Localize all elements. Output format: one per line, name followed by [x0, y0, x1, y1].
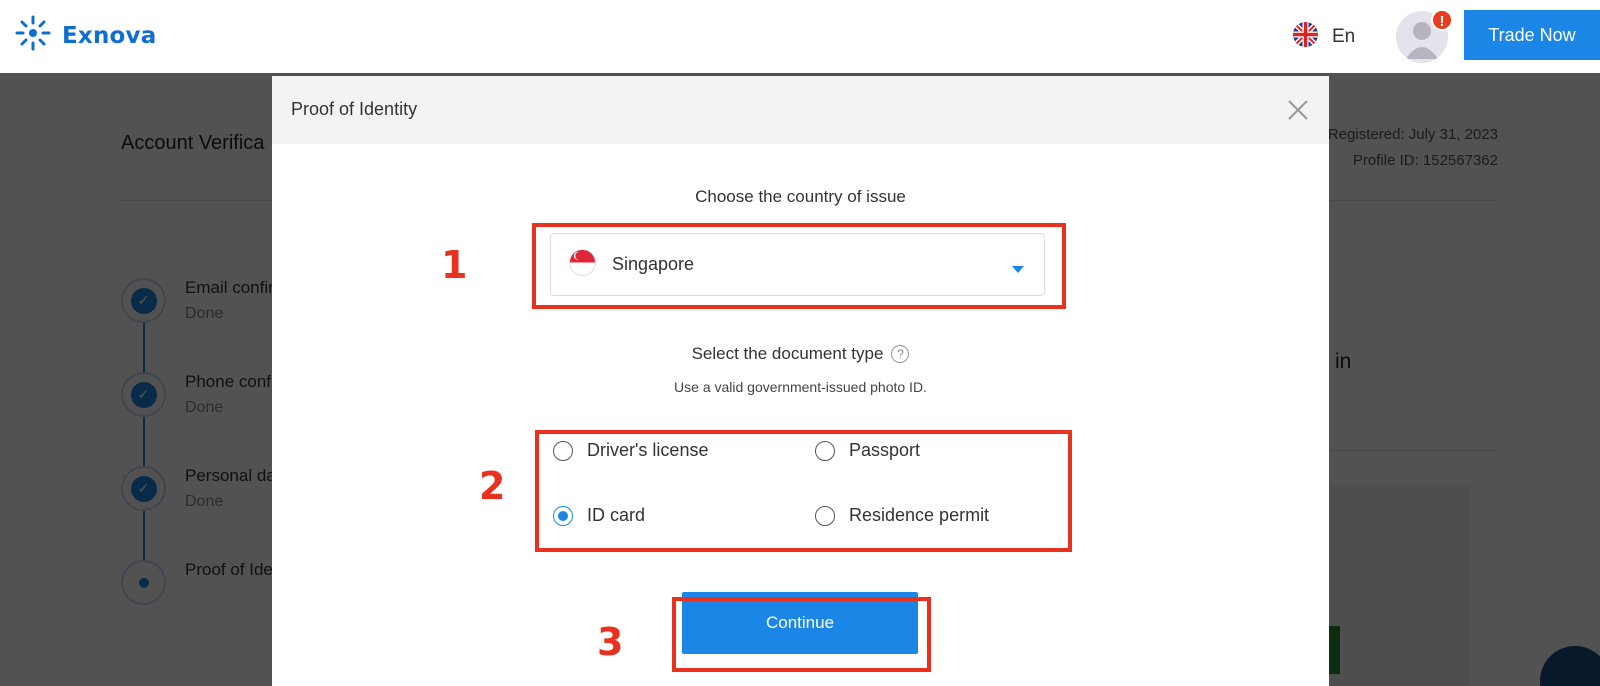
close-icon [1287, 99, 1309, 121]
proof-of-identity-modal [272, 76, 1329, 686]
uk-flag-icon [1293, 22, 1318, 52]
modal-header [272, 76, 1329, 144]
help-icon[interactable]: ? [891, 345, 909, 363]
highlight-box-continue [672, 597, 931, 672]
exnova-logo-icon [14, 14, 52, 57]
brand-logo[interactable] [14, 14, 156, 57]
trade-now-button[interactable]: Trade Now [1464, 10, 1600, 60]
top-header [0, 0, 1600, 73]
annotation-number-3: 3 [597, 620, 624, 664]
document-type-hint: Use a valid government-issued photo ID. [674, 379, 927, 395]
selected-country: Singapore [612, 254, 695, 274]
option-label: Residence permit [849, 505, 990, 525]
close-button[interactable] [1281, 93, 1315, 127]
highlight-box-document [535, 430, 1072, 552]
language-label: En [1332, 26, 1356, 47]
highlight-box-country [532, 223, 1066, 309]
option-label: ID card [587, 505, 646, 525]
country-heading: Choose the country of issue [695, 187, 906, 206]
notification-badge[interactable]: ! [1431, 9, 1453, 31]
modal-title: Proof of Identity [291, 99, 418, 119]
option-label: Driver's license [587, 440, 709, 460]
annotation-number-1: 1 [441, 243, 468, 287]
language-selector[interactable] [1293, 22, 1355, 52]
document-type-heading [272, 344, 1329, 364]
continue-button[interactable]: Continue [682, 592, 918, 654]
brand-name: Exnova [62, 22, 157, 49]
annotation-number-2: 2 [479, 464, 506, 508]
option-label: Passport [849, 440, 921, 460]
document-type-label: Select the document type [691, 344, 884, 363]
